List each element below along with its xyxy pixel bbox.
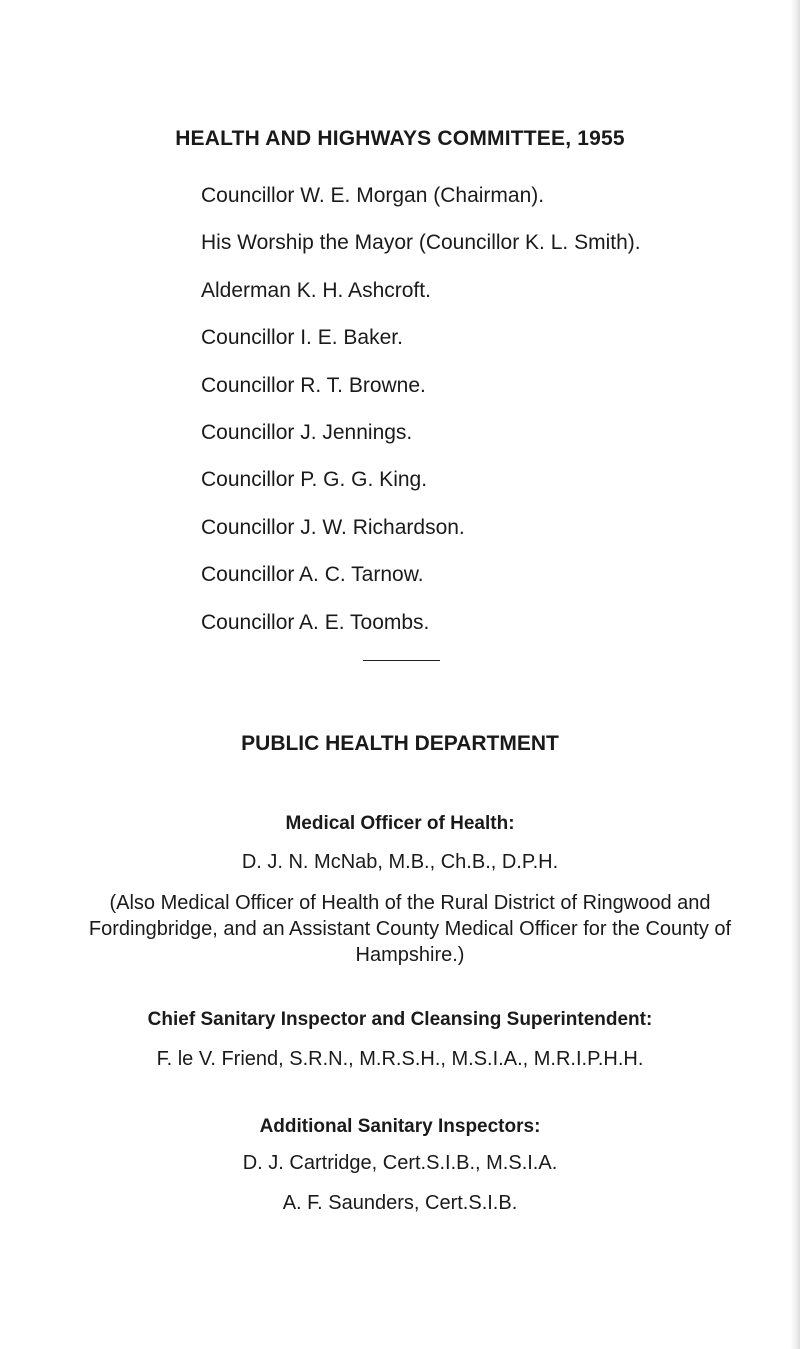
department-title: PUBLIC HEALTH DEPARTMENT	[241, 732, 559, 755]
committee-member: His Worship the Mayor (Councillor K. L. Smith).	[201, 231, 641, 255]
committee-member: Alderman K. H. Ashcroft.	[201, 278, 431, 302]
committee-member: Councillor W. E. Morgan (Chairman).	[201, 184, 545, 207]
additional-inspectors-heading: Additional Sanitary Inspectors:	[259, 1116, 541, 1137]
committee-member: Councillor P. G. G. King.	[201, 468, 428, 492]
medical-officer-note: (Also Medical Officer of Health of the Rural District of Ringwood and Fordingbridge, and an Assistant County Medical Officer for the County of Hampshire.)	[88, 892, 732, 966]
committee-member: Councillor J. W. Richardson.	[201, 515, 465, 539]
additional-inspector-name: A. F. Saunders, Cert.S.I.B.	[282, 1192, 518, 1214]
page-edge-shadow	[790, 0, 800, 1349]
committee-member-list	[201, 172, 641, 646]
medical-officer-name: D. J. N. McNab, M.B., Ch.B., D.P.H.	[241, 851, 559, 873]
section-divider	[363, 660, 440, 661]
committee-member: Councillor A. E. Toombs.	[201, 610, 430, 634]
chief-inspector-heading: Chief Sanitary Inspector and Cleansing Superintendent:	[147, 1009, 653, 1030]
committee-member: Councillor I. E. Baker.	[201, 326, 403, 350]
committee-title: HEALTH AND HIGHWAYS COMMITTEE, 1955	[175, 127, 625, 150]
committee-member: Councillor A. C. Tarnow.	[201, 563, 424, 587]
chief-inspector-name: F. le V. Friend, S.R.N., M.R.S.H., M.S.I.A., M.R.I.P.H.H.	[156, 1048, 644, 1070]
committee-member: Councillor J. Jennings.	[201, 420, 413, 444]
additional-inspector-name: D. J. Cartridge, Cert.S.I.B., M.S.I.A.	[242, 1152, 558, 1174]
medical-officer-heading: Medical Officer of Health:	[285, 813, 515, 834]
committee-member: Councillor R. T. Browne.	[201, 373, 426, 397]
